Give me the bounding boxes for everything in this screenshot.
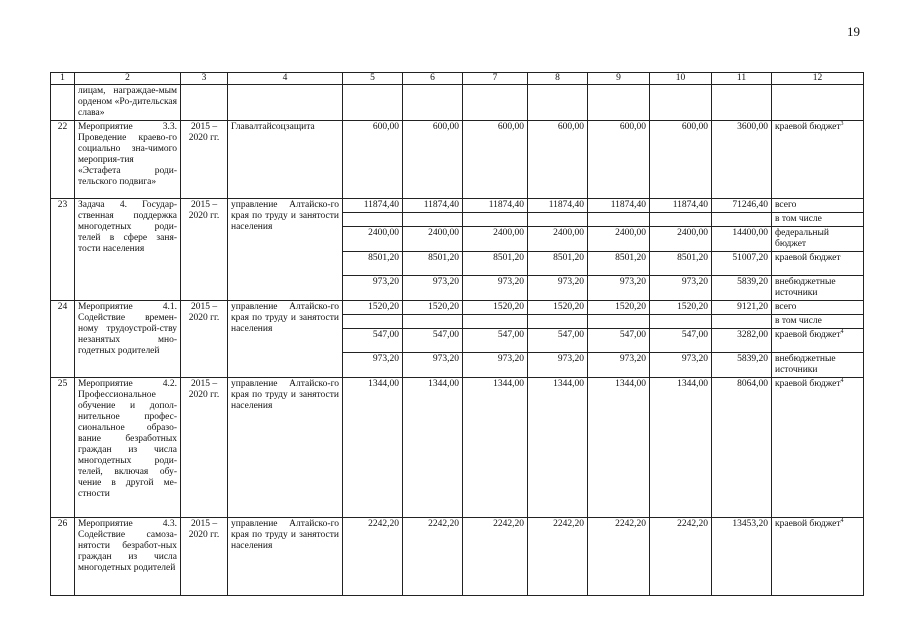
executor-cell xyxy=(228,85,343,121)
description-cell: Мероприятие 4.1. Содействие времен-ному трудоустрой-ству незанятых мно-годетных родителей xyxy=(75,301,181,378)
executor-cell: управление Алтайско-го края по труду и занятости населения xyxy=(228,378,343,518)
footnote-mark: 4 xyxy=(840,328,844,335)
table-row xyxy=(51,301,864,315)
header-cell: 9 xyxy=(588,73,650,85)
year-value-cell: 1344,00 xyxy=(463,378,528,518)
year-value-cell: 973,20 xyxy=(528,276,588,301)
year-value-cell xyxy=(463,315,528,329)
row-number-cell: 23 xyxy=(51,199,75,301)
header-cell: 11 xyxy=(712,73,772,85)
table-row xyxy=(51,121,864,199)
year-value-cell: 2242,20 xyxy=(403,518,463,596)
year-value-cell: 1344,00 xyxy=(588,378,650,518)
description-cell: Мероприятие 4.3. Содействие самоза-нятости безработ-ных граждан из числа многодетных родителей xyxy=(75,518,181,596)
year-value-cell: 8501,20 xyxy=(650,252,712,276)
executor-cell: управление Алтайско-го края по труду и занятости населения xyxy=(228,518,343,596)
year-value-cell: 11874,40 xyxy=(343,199,403,213)
year-value-cell: 973,20 xyxy=(650,353,712,378)
year-value-cell: 1520,20 xyxy=(463,301,528,315)
funding-source-label: всего xyxy=(775,200,797,210)
value-cell xyxy=(650,85,712,121)
year-value-cell: 547,00 xyxy=(650,329,712,353)
value-cell xyxy=(343,85,403,121)
header-cell: 5 xyxy=(343,73,403,85)
year-value-cell: 11874,40 xyxy=(650,199,712,213)
year-value-cell xyxy=(528,315,588,329)
total-value-cell: 51007,20 xyxy=(712,252,772,276)
year-value-cell: 2242,20 xyxy=(650,518,712,596)
executor-cell: Главалтайсоцзащита xyxy=(228,121,343,199)
row-number-cell: 24 xyxy=(51,301,75,378)
year-value-cell: 11874,40 xyxy=(403,199,463,213)
funding-source-label: краевой бюджет xyxy=(775,253,841,263)
year-value-cell xyxy=(343,213,403,227)
period-cell: 2015 – 2020 гг. xyxy=(181,121,228,199)
header-cell: 6 xyxy=(403,73,463,85)
year-value-cell: 2400,00 xyxy=(343,227,403,252)
footnote-mark: 3 xyxy=(840,120,844,127)
total-value-cell: 3282,00 xyxy=(712,329,772,353)
year-value-cell: 547,00 xyxy=(528,329,588,353)
year-value-cell xyxy=(588,315,650,329)
value-cell xyxy=(712,85,772,121)
year-value-cell xyxy=(650,315,712,329)
value-cell xyxy=(528,85,588,121)
year-value-cell: 8501,20 xyxy=(463,252,528,276)
funding-source-label: в том числе xyxy=(775,316,822,326)
year-value-cell: 1344,00 xyxy=(650,378,712,518)
header-cell: 1 xyxy=(51,73,75,85)
executor-cell: управление Алтайско-го края по труду и занятости населения xyxy=(228,199,343,301)
total-value-cell xyxy=(712,213,772,227)
total-value-cell: 5839,20 xyxy=(712,276,772,301)
funding-source-label: внебюджетные источники xyxy=(775,277,836,298)
table-row xyxy=(51,518,864,596)
year-value-cell: 547,00 xyxy=(403,329,463,353)
funding-source-cell xyxy=(772,353,864,378)
row-number-cell xyxy=(51,85,75,121)
funding-source-label: краевой бюджет xyxy=(775,330,841,340)
year-value-cell: 600,00 xyxy=(588,121,650,199)
year-value-cell: 2400,00 xyxy=(528,227,588,252)
funding-source-cell xyxy=(772,329,864,353)
year-value-cell: 2400,00 xyxy=(463,227,528,252)
funding-source-label: федеральный бюджет xyxy=(775,228,829,249)
period-cell: 2015 – 2020 гг. xyxy=(181,518,228,596)
year-value-cell: 2242,20 xyxy=(463,518,528,596)
total-value-cell: 5839,20 xyxy=(712,353,772,378)
funding-source-label: краевой бюджет xyxy=(775,379,841,389)
funding-source-cell xyxy=(772,276,864,301)
year-value-cell: 973,20 xyxy=(463,276,528,301)
row-number-cell: 22 xyxy=(51,121,75,199)
row-number-cell: 25 xyxy=(51,378,75,518)
header-row xyxy=(51,73,864,85)
executor-cell: управление Алтайско-го края по труду и занятости населения xyxy=(228,301,343,378)
year-value-cell: 600,00 xyxy=(463,121,528,199)
period-cell: 2015 – 2020 гг. xyxy=(181,199,228,301)
funding-source-label: краевой бюджет xyxy=(775,519,841,529)
total-value-cell: 3600,00 xyxy=(712,121,772,199)
year-value-cell: 2400,00 xyxy=(588,227,650,252)
funding-source-label: внебюджетные источники xyxy=(775,354,836,375)
year-value-cell xyxy=(588,213,650,227)
description-cell: Мероприятие 4.2. Профессиональное обучение и допол-нительное профес-сиональное образо-вание безработных граждан из числа многодетных роди-телей, включая обу-чение в другой ме-стности xyxy=(75,378,181,518)
description-cell: лицам, награждае-мым орденом «Ро-дительская слава» xyxy=(75,85,181,121)
value-cell xyxy=(403,85,463,121)
year-value-cell: 600,00 xyxy=(650,121,712,199)
year-value-cell: 973,20 xyxy=(343,353,403,378)
year-value-cell: 11874,40 xyxy=(463,199,528,213)
year-value-cell: 1520,20 xyxy=(528,301,588,315)
total-value-cell: 13453,20 xyxy=(712,518,772,596)
header-cell: 10 xyxy=(650,73,712,85)
header-cell: 3 xyxy=(181,73,228,85)
year-value-cell: 547,00 xyxy=(588,329,650,353)
funding-source-label: в том числе xyxy=(775,214,822,224)
row-number-cell: 26 xyxy=(51,518,75,596)
year-value-cell xyxy=(650,213,712,227)
description-cell: Мероприятие 3.3. Проведение краево-го социально зна-чимого мероприя-тия «Эстафета роди-тельского подвига» xyxy=(75,121,181,199)
year-value-cell: 1520,20 xyxy=(343,301,403,315)
year-value-cell: 8501,20 xyxy=(403,252,463,276)
year-value-cell: 973,20 xyxy=(343,276,403,301)
year-value-cell: 8501,20 xyxy=(528,252,588,276)
year-value-cell xyxy=(403,213,463,227)
year-value-cell: 8501,20 xyxy=(343,252,403,276)
budget-table xyxy=(50,72,864,596)
year-value-cell: 11874,40 xyxy=(588,199,650,213)
year-value-cell xyxy=(343,315,403,329)
year-value-cell: 973,20 xyxy=(403,353,463,378)
year-value-cell: 600,00 xyxy=(528,121,588,199)
year-value-cell: 2400,00 xyxy=(650,227,712,252)
header-cell: 2 xyxy=(75,73,181,85)
year-value-cell: 973,20 xyxy=(463,353,528,378)
funding-source-cell xyxy=(772,252,864,276)
year-value-cell: 2400,00 xyxy=(403,227,463,252)
year-value-cell: 973,20 xyxy=(588,353,650,378)
year-value-cell: 1520,20 xyxy=(650,301,712,315)
footnote-mark: 4 xyxy=(840,377,844,384)
year-value-cell: 1344,00 xyxy=(403,378,463,518)
total-value-cell: 8064,00 xyxy=(712,378,772,518)
page-number: 19 xyxy=(847,24,860,39)
total-value-cell xyxy=(712,315,772,329)
year-value-cell: 8501,20 xyxy=(588,252,650,276)
period-cell: 2015 – 2020 гг. xyxy=(181,378,228,518)
year-value-cell: 11874,40 xyxy=(528,199,588,213)
source-cell xyxy=(772,85,864,121)
total-value-cell: 14400,00 xyxy=(712,227,772,252)
year-value-cell: 1344,00 xyxy=(528,378,588,518)
year-value-cell: 1344,00 xyxy=(343,378,403,518)
year-value-cell: 600,00 xyxy=(343,121,403,199)
value-cell xyxy=(588,85,650,121)
period-cell xyxy=(181,85,228,121)
header-cell: 8 xyxy=(528,73,588,85)
funding-source-label: краевой бюджет xyxy=(775,122,841,132)
header-cell: 4 xyxy=(228,73,343,85)
funding-source-cell xyxy=(772,301,864,315)
year-value-cell: 547,00 xyxy=(343,329,403,353)
value-cell xyxy=(463,85,528,121)
year-value-cell: 1520,20 xyxy=(588,301,650,315)
year-value-cell: 973,20 xyxy=(650,276,712,301)
description-cell: Задача 4. Государ-ственная поддержка многодетных роди-телей в сфере заня-тости населения xyxy=(75,199,181,301)
header-cell: 7 xyxy=(463,73,528,85)
year-value-cell: 600,00 xyxy=(403,121,463,199)
header-cell: 12 xyxy=(772,73,864,85)
continuation-row xyxy=(51,85,864,121)
year-value-cell xyxy=(403,315,463,329)
funding-source-cell xyxy=(772,213,864,227)
total-value-cell: 9121,20 xyxy=(712,301,772,315)
period-cell: 2015 – 2020 гг. xyxy=(181,301,228,378)
year-value-cell: 547,00 xyxy=(463,329,528,353)
year-value-cell: 973,20 xyxy=(403,276,463,301)
funding-source-cell xyxy=(772,227,864,252)
year-value-cell xyxy=(463,213,528,227)
funding-source-label: всего xyxy=(775,302,797,312)
funding-source-cell xyxy=(772,378,864,518)
year-value-cell xyxy=(528,213,588,227)
footnote-mark: 4 xyxy=(840,517,844,524)
year-value-cell: 973,20 xyxy=(588,276,650,301)
funding-source-cell xyxy=(772,121,864,199)
total-value-cell: 71246,40 xyxy=(712,199,772,213)
year-value-cell: 2242,20 xyxy=(528,518,588,596)
funding-source-cell xyxy=(772,315,864,329)
funding-source-cell xyxy=(772,518,864,596)
table-row xyxy=(51,378,864,518)
year-value-cell: 1520,20 xyxy=(403,301,463,315)
funding-source-cell xyxy=(772,199,864,213)
table-row xyxy=(51,199,864,213)
year-value-cell: 2242,20 xyxy=(588,518,650,596)
year-value-cell: 2242,20 xyxy=(343,518,403,596)
year-value-cell: 973,20 xyxy=(528,353,588,378)
